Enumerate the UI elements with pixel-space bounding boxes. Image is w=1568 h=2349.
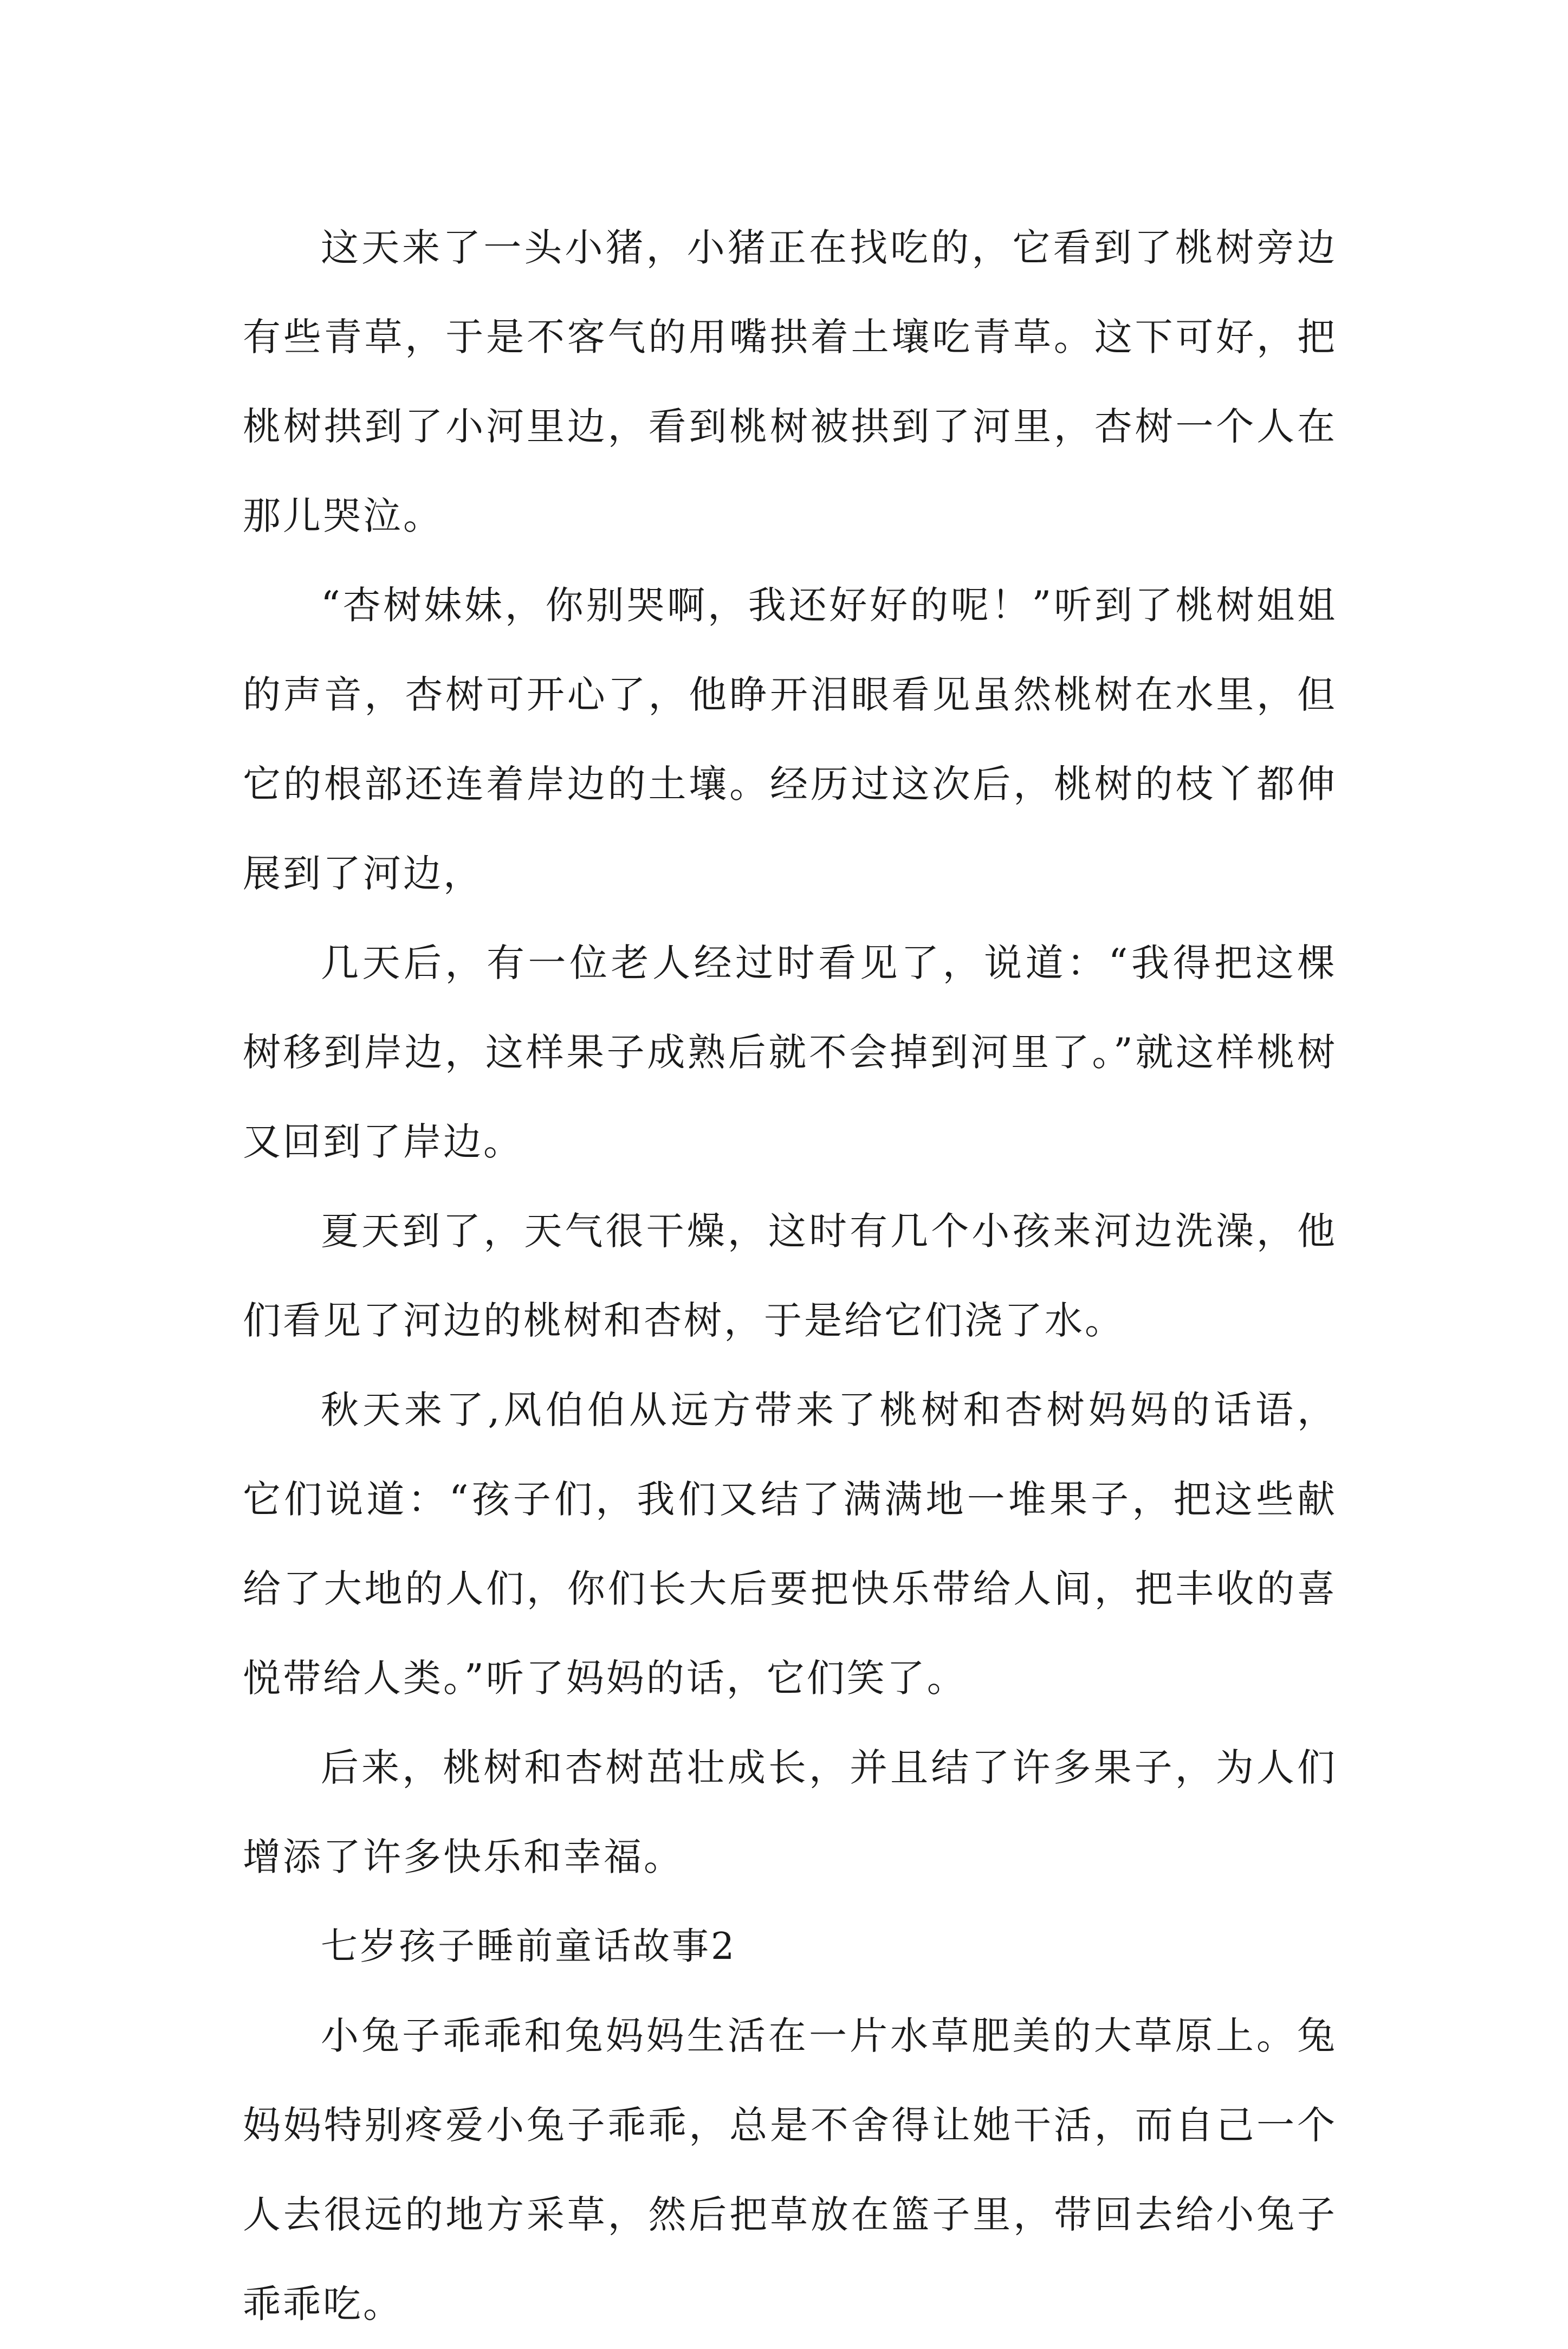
paragraph-piglet: 这天来了一头小猪，小猪正在找吃的，它看到了桃树旁边有些青草，于是不客气的用嘴拱着土壤吃青草。这下可好，把桃树拱到了小河里边，看到桃树被拱到了河里，杏树一个人在那儿哭泣。 [243,225,1337,538]
paragraph-later: 后来，桃树和杏树茁壮成长，并且结了许多果子，为人们增添了许多快乐和幸福。 [243,1745,1337,1879]
paragraph-summer: 夏天到了，天气很干燥，这时有几个小孩来河边洗澡，他们看见了河边的桃树和杏树，于是给它们浇了水。 [243,1209,1337,1343]
paragraph-peach-sister: “杏树妹妹，你别哭啊，我还好好的呢！”听到了桃树姐姐的声音，杏树可开心了，他睁开泪眼看见虽然桃树在水里，但它的根部还连着岸边的土壤。经历过这次后，桃树的枝丫都伸展到了河边， [243,583,1337,896]
document-body [243,203,1337,2349]
story-heading: 七岁孩子睡前童话故事2 [321,1925,737,1968]
paragraph-rabbit: 小兔子乖乖和兔妈妈生活在一片水草肥美的大草原上。兔妈妈特别疼爱小兔子乖乖，总是不舍得让她干活，而自己一个人去很远的地方采草，然后把草放在篮子里，带回去给小兔子乖乖吃。 [243,2014,1337,2326]
paragraph-old-man: 几天后，有一位老人经过时看见了，说道：“我得把这棵树移到岸边，这样果子成熟后就不会掉到河里了。”就这样桃树又回到了岸边。 [243,941,1337,1164]
paragraph-autumn: 秋天来了,风伯伯从远方带来了桃树和杏树妈妈的话语，它们说道：“孩子们，我们又结了满满地一堆果子，把这些献给了大地的人们，你们长大后要把快乐带给人间，把丰收的喜悦带给人类。”听了妈妈的话，它们笑了。 [243,1388,1337,1700]
